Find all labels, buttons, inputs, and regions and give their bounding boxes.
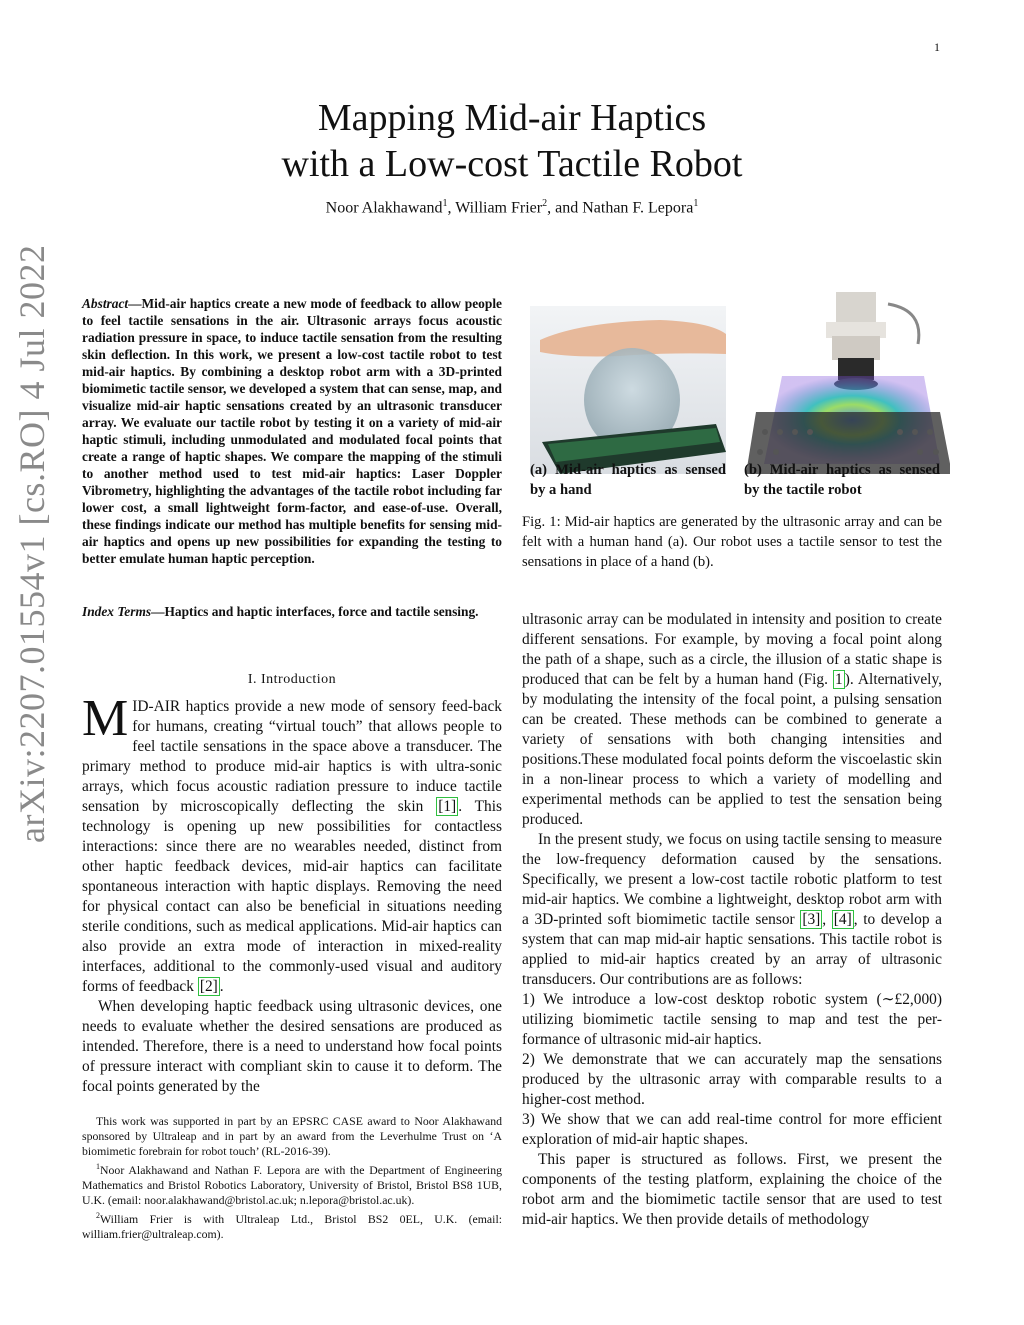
footnote-mark: 2 bbox=[96, 1210, 100, 1220]
contribution-2: 2) We demonstrate that we can accurately map the sensations produced by the ultrasonic array with comparable results to a higher-cost method. bbox=[522, 1051, 942, 1108]
author-3: , and Nathan F. Lepora bbox=[547, 199, 694, 217]
hand-photo bbox=[530, 306, 726, 474]
body-paragraph-3: This paper is structured as follows. First, we present the components of the testing platform, explaining the choice of the robot arm and the biomimetic tactile sensor that are used to test mid-air haptics. We then provide details of methodology bbox=[522, 1151, 942, 1228]
intro-paragraph: ID-AIR haptics provide a new mode of sensory feed-back for humans, creating “virtual touch” that allows people to feel tactile sensations in the space above a transducer. The primary method to produce mid-air haptics is with ultra-sonic arrays, which focus acoustic radiation pressure to induce tactile sensation by microscopically deflecting the skin bbox=[82, 698, 502, 815]
figure-caption: Fig. 1: Mid-air haptics are generated by the ultrasonic array and can be felt with a human hand (a). Our robot uses a tactile sensor to test the sensations in place of a hand (b). bbox=[522, 514, 942, 570]
contribution-1: 1) We introduce a low-cost desktop robotic system (∼£2,000) utilizing biomimetic tactile sensing to map and test the per-formance of ultrasonic mid-air haptics. bbox=[522, 991, 942, 1048]
citation-link[interactable]: [4] bbox=[833, 911, 852, 928]
subcaption-b: (b) Mid-air haptics as sensed by the tactile robot bbox=[744, 462, 940, 498]
paper-title bbox=[0, 95, 1024, 187]
footnote-affil-2 bbox=[82, 1208, 502, 1242]
author-list bbox=[0, 198, 1024, 217]
footnote-funding: This work was supported in part by an EPSRC CASE award to Noor Alakhawand sponsored by Ultraleap and in part by an award from the Leverhulme Trust on ‘A biomimetic forebrain for robot touch’ (RL-2016-39). bbox=[82, 1114, 502, 1158]
drop-cap: M bbox=[82, 690, 129, 747]
abstract bbox=[82, 295, 502, 567]
affil-mark: 1 bbox=[442, 198, 448, 209]
citation-link[interactable]: [1] bbox=[438, 798, 457, 815]
footnote-text: Noor Alakhawand and Nathan F. Lepora are with the Department of Engineering Mathematics and Bristol Robotics Laboratory, University of Bristol, Bristol BS8 1UB, U.K. (email: noor.alakhawand@bristol.ac.uk; n.lepora@bristol.ac.uk). bbox=[82, 1162, 502, 1207]
affil-mark: 2 bbox=[542, 198, 548, 209]
intro-paragraph-2: When developing haptic feedback using ultrasonic devices, one needs to evaluate whether the desired sensations are produced as intended. Therefore, there is a need to understand how focal points of pressure interact with compliant skin to cause it to deform. The focal points generated by the bbox=[82, 998, 502, 1095]
title-line-1: Mapping Mid-air Haptics bbox=[317, 97, 707, 139]
author-1: Noor Alakhawand bbox=[325, 199, 443, 217]
introduction-body bbox=[82, 690, 502, 1097]
footnote-affil-1 bbox=[82, 1159, 502, 1208]
body-paragraph-2-cont: , to develop a system that can map mid-air haptic sensations. This tactile robot is applied to mid-air haptics created by an array of ultrasonic transducers. Our contributions are as follows: bbox=[522, 911, 943, 988]
arxiv-stamp: arXiv:2207.01554v1 [cs.RO] 4 Jul 2022 bbox=[12, 244, 52, 843]
body-paragraph-2: In the present study, we focus on using tactile sensing to measure the low-frequency deformation caused by the sensations. Specifically, we present a low-cost tactile robotic platform to test mid-air haptics. We combine a lightweight, desktop robot arm with a 3D-printed soft biomimetic tactile sensor bbox=[522, 831, 942, 928]
contribution-3: 3) We show that we can add real-time control for more efficient exploration of mid-air haptic shapes. bbox=[522, 1111, 942, 1148]
body-paragraph-cont: ). Alternatively, by modulating the intensity of the focal point, a pulsing sensation can be created. These methods can be combined to generate a variety of sensations with both changing intensities and positions.These modulated focal points deform the viscoelastic skin in a non-linear process to which a variety of modelling and experimental methods can be applied to test the sensation being produced. bbox=[522, 671, 942, 828]
affil-mark: 1 bbox=[693, 198, 699, 209]
figure-link[interactable]: 1 bbox=[835, 671, 843, 688]
footnote-mark: 1 bbox=[96, 1162, 100, 1171]
separator-text: , bbox=[822, 911, 832, 928]
section-heading: I. Introduction bbox=[247, 672, 337, 687]
abstract-text: —Mid-air haptics create a new mode of feedback to allow people to feel tactile sensations in the air. Ultrasonic arrays focus acoustic radiation pressure in space, to induce tactile sensation from the resulting skin deflection. In this work, we present a low-cost tactile robot to test mid-air haptics. By combining a desktop robot arm with a 3D-printed biomimetic tactile sensor, we developed a system that can sense, map, and visualize mid-air haptic sensations created by an ultrasonic transducer array. We evaluate our tactile robot by testing it on a variety of mid-air haptic stimuli, including unmodulated and modulated focal points that create a range of haptic shapes. We compare the mapping of the stimuli to another method used to test mid-air haptics: Laser Doppler Vibrometry, highlighting the advantages of the tactile robot including far lower cost, a small lightweight form-factor, and ease-of-use. Overall, these findings indicate our method has multiple benefits for sensing mid-air haptics and opens up new possibilities for expanding the testing to better emulate human haptic perception. bbox=[82, 296, 502, 566]
index-terms bbox=[82, 603, 502, 620]
author-2: , William Frier bbox=[447, 199, 543, 217]
footnote-text: William Frier is with Ultraleap Ltd., Bristol BS2 0EL, U.K. (email: william.frier@ultraleap.com). bbox=[82, 1211, 502, 1241]
abstract-label: Abstract bbox=[82, 296, 129, 311]
footnotes bbox=[82, 1114, 502, 1242]
index-terms-label: Index Terms bbox=[82, 604, 152, 619]
citation-link[interactable]: [3] bbox=[802, 911, 821, 928]
intro-paragraph-end: . bbox=[219, 978, 224, 995]
subcaption-a: (a) Mid-air haptics as sensed by a hand bbox=[530, 462, 726, 498]
citation-link[interactable]: [2] bbox=[199, 978, 218, 995]
body-paragraph: ultrasonic array can be modulated in intensity and position to create different sensations. For example, by moving a focal point along the path of a shape, such as a circle, the illusion of a static shape is produced that can be felt by a human hand (Fig. bbox=[522, 611, 942, 688]
index-terms-text: —Haptics and haptic interfaces, force and tactile sensing. bbox=[151, 604, 479, 619]
title-line-2: with a Low-cost Tactile Robot bbox=[281, 143, 743, 185]
robot-photo bbox=[744, 292, 950, 474]
intro-paragraph-cont: . This technology is opening up new possibilities for contactless interactions: since there are no wearables needed, distinct from other haptic feedback devices, mid-air haptics can facilitate spontaneous interaction with haptic displays. Removing the need for physical contact can also be beneficial in situations needing sterile conditions, such as medical applications. Mid-air haptics can also provide an extra mode of interaction in mixed-reality interfaces, additional to the commonly-used visual and auditory forms of feedback bbox=[82, 798, 502, 995]
page-number: 1 bbox=[934, 40, 940, 54]
right-column-body bbox=[522, 610, 942, 1230]
